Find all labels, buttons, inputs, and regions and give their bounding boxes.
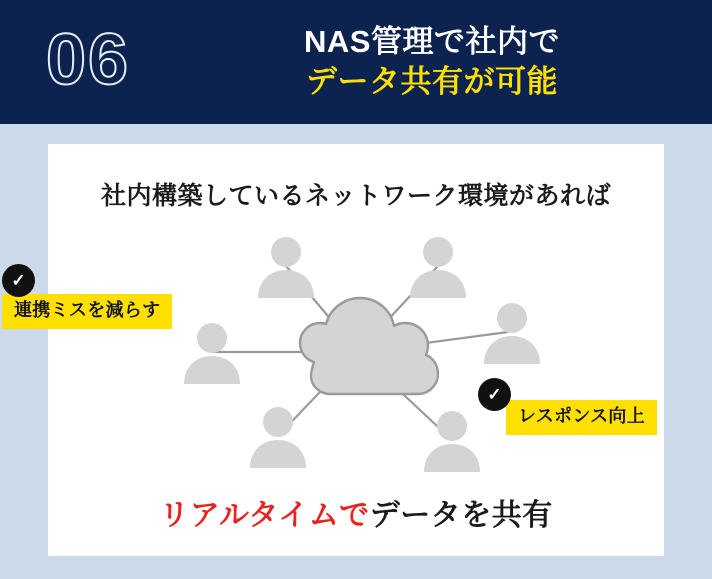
callout-label: レスポンス向上 bbox=[506, 400, 657, 435]
user-avatar-icon bbox=[184, 323, 240, 384]
footer-accent-text: リアルタイムで bbox=[159, 499, 370, 532]
callout-response-improvement bbox=[506, 400, 657, 435]
network-diagram-svg bbox=[108, 222, 608, 482]
network-diagram bbox=[108, 222, 608, 482]
card-footer bbox=[48, 490, 664, 534]
cloud-icon bbox=[300, 298, 438, 394]
header-title-line1: NAS管理で社内で bbox=[304, 24, 560, 60]
footer-rest-text: データを共有 bbox=[369, 499, 553, 532]
check-icon: ✓ bbox=[2, 264, 35, 297]
check-icon: ✓ bbox=[478, 378, 511, 411]
card-heading: 社内構築しているネットワーク環境があれば bbox=[100, 182, 611, 210]
callout-reduce-mistakes bbox=[2, 294, 172, 329]
header-title-line2: データ共有が可能 bbox=[306, 64, 558, 99]
content-card bbox=[48, 144, 664, 556]
header-bar bbox=[0, 0, 712, 124]
header-title-group bbox=[176, 22, 712, 101]
slide-number: 06 bbox=[45, 20, 131, 100]
callout-label: 連携ミスを減らす bbox=[2, 294, 172, 329]
